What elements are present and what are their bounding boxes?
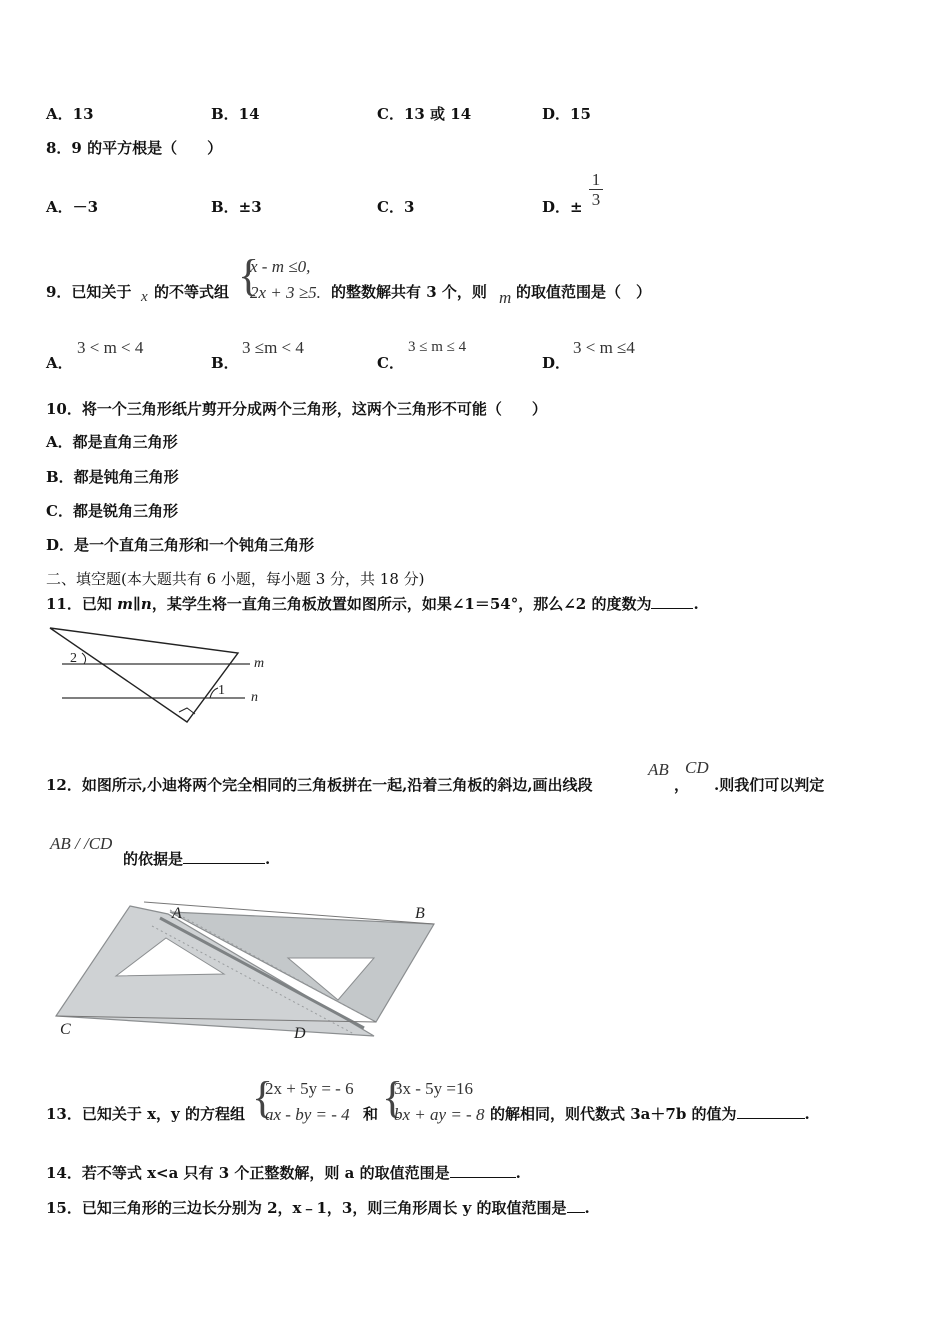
q11-right-angle-mark xyxy=(179,708,195,714)
q13-system1-line-1: 2x + 5y = - 6 xyxy=(265,1079,354,1098)
q12-segment-ab: AB xyxy=(648,760,669,779)
q12-label-c: C xyxy=(60,1021,71,1038)
q8-option-a: A．－3 xyxy=(46,198,99,216)
q11-label-2: 2 xyxy=(70,651,77,666)
q7-option-c: C．13 或 14 xyxy=(377,105,472,123)
q13-end: . xyxy=(804,1105,810,1123)
q14-stem: 14．若不等式 x<a 只有 3 个正整数解，则 a 的取值范围是 xyxy=(46,1164,450,1182)
q13-stem-pre: 13．已知关于 x，y 的方程组 xyxy=(46,1105,245,1123)
q12-basis-text: 的依据是 xyxy=(123,850,184,868)
q15-end: . xyxy=(584,1199,590,1217)
q15-stem: 15．已知三角形的三边长分别为 2，x﹣1，3，则三角形周长 y 的取值范围是 xyxy=(46,1199,567,1217)
q10-stem: 10．将一个三角形纸片剪开分成两个三角形，这两个三角形不可能（ ） xyxy=(46,400,547,418)
q12-line2 xyxy=(123,848,270,869)
q11-set-square xyxy=(50,628,238,722)
q8-option-c: C．3 xyxy=(377,198,415,216)
q11-stem-end: . xyxy=(693,595,699,613)
q14 xyxy=(46,1162,521,1183)
q15-answer-blank xyxy=(567,1198,585,1213)
q9-option-a-label: A． xyxy=(46,354,73,372)
q9-option-b-label: B． xyxy=(211,354,239,372)
q9-stem-end: 的取值范围是（ ） xyxy=(516,283,652,301)
q9-inequality-system xyxy=(250,254,321,306)
q11-angle-2-arc xyxy=(82,653,86,664)
q12-label-b: B xyxy=(415,905,425,922)
q9-system-brace: { xyxy=(238,251,260,300)
q12-end: . xyxy=(265,850,271,868)
q9-var-x: x xyxy=(141,289,148,305)
q9-option-c-math: 3 ≤ m ≤ 4 xyxy=(408,339,467,355)
q10-option-d: D．是一个直角三角形和一个钝角三角形 xyxy=(46,536,315,554)
q13-stem-post: 的解相同，则代数式 3a＋7b 的值为 xyxy=(490,1105,737,1123)
q11-stem xyxy=(46,593,699,614)
q8-stem: 8．9 的平方根是（ ） xyxy=(46,139,223,157)
q14-answer-blank xyxy=(450,1163,516,1178)
q10-option-b: B．都是钝角三角形 xyxy=(46,468,179,486)
q11-label-1: 1 xyxy=(218,683,225,698)
q7-option-d: D．15 xyxy=(542,105,591,123)
q11-stem-post: ，某学生将一直角三角板放置如图所示，如果∠1＝54°，那么∠2 的度数为 xyxy=(151,595,652,613)
q8-fraction xyxy=(589,170,603,209)
q9-stem-post: 的整数解共有 3 个，则 xyxy=(331,283,487,301)
q12-parallel-math: AB / /CD xyxy=(50,834,113,853)
q7-option-b: B．14 xyxy=(211,105,260,123)
q10-option-c: C．都是锐角三角形 xyxy=(46,502,178,520)
q9-system-line-2: 2x + 3 ≥5. xyxy=(250,283,321,302)
q9-option-d-label: D． xyxy=(542,354,571,372)
q11-label-m: m xyxy=(254,656,265,671)
section-2-heading: 二、填空题(本大题共有 6 小题，每小题 3 分，共 18 分) xyxy=(46,570,425,588)
q10-option-a: A．都是直角三角形 xyxy=(46,433,178,451)
q15 xyxy=(46,1197,590,1218)
q8-option-d: D．± xyxy=(542,198,583,216)
q13-system2-line-2: bx + ay = - 8 xyxy=(394,1105,485,1124)
q12-answer-blank xyxy=(183,849,265,864)
q12-comma: ， xyxy=(674,776,690,794)
q13-system-2 xyxy=(394,1076,484,1128)
fraction-numerator: 1 xyxy=(591,170,601,189)
q13-system2-line-1: 3x - 5y =16 xyxy=(394,1079,473,1098)
q9-var-m: m xyxy=(499,288,512,307)
q8-option-b: B．±3 xyxy=(211,198,262,216)
q11-answer-blank xyxy=(651,594,693,609)
q9-stem-pre: 9．已知关于 xyxy=(46,283,132,301)
q13-system2-brace: { xyxy=(382,1073,404,1122)
q12-stem-pre: 12．如图所示,小迪将两个完全相同的三角板拼在一起,沿着三角板的斜边,画出线段 xyxy=(46,776,593,794)
q14-end: . xyxy=(515,1164,521,1182)
fraction-denominator: 3 xyxy=(591,190,601,209)
q12-segment-cd: CD xyxy=(685,758,709,777)
q12-label-d: D xyxy=(294,1025,306,1042)
q9-option-b-math: 3 ≤m < 4 xyxy=(242,338,304,357)
q12-label-a: A xyxy=(172,905,182,922)
q12-figure xyxy=(48,896,438,1044)
q11-label-n: n xyxy=(251,690,258,705)
q9-stem-mid: 的不等式组 xyxy=(154,283,230,301)
q9-option-d-math: 3 < m ≤4 xyxy=(573,338,635,357)
q13-answer-blank xyxy=(737,1104,805,1119)
q11-figure xyxy=(40,620,280,730)
q13-system1-brace: { xyxy=(252,1073,274,1122)
q11-parallel-m-n: m∥n xyxy=(117,595,152,613)
q13-system-1 xyxy=(265,1076,354,1128)
q9-option-c-label: C． xyxy=(377,354,404,372)
q9-system-line-1: x - m ≤0, xyxy=(250,257,311,276)
q13-and: 和 xyxy=(363,1105,379,1123)
q12-stem-post: .则我们可以判定 xyxy=(714,776,825,794)
q9-option-a-math: 3 < m < 4 xyxy=(77,338,144,357)
q13-stem-post-line xyxy=(490,1103,810,1124)
q11-stem-pre: 11．已知 xyxy=(46,595,118,613)
q13-system1-line-2: ax - by = - 4 xyxy=(265,1105,350,1124)
q7-option-a: A．13 xyxy=(46,105,94,123)
